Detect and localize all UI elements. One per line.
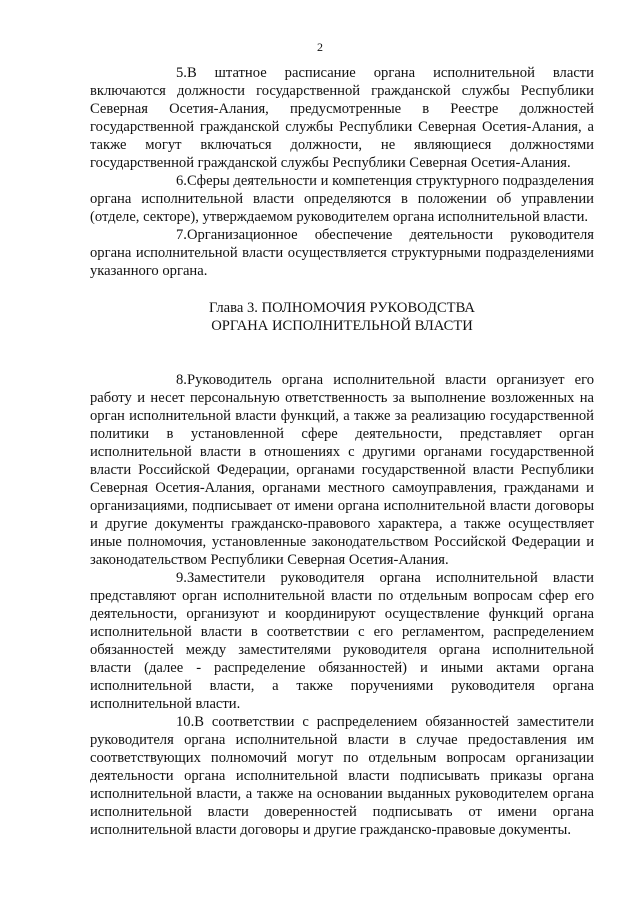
paragraph-text: Заместители руководителя органа исполнительной власти представляют орган исполнительной власти по отдельным вопросам сфер его деятельности, организуют и координируют осуществление функций органа исполнительной власти в соответствии с его регламентом, распределением обязанностей между заместителями руководителя органа исполнительной власти (далее - распределение обязанностей) и иными актами органа исполнительной власти, а также поручениями руководителя органа исполнительной власти. bbox=[90, 570, 594, 712]
chapter-title-line-2: ОРГАНА ИСПОЛНИТЕЛЬНОЙ ВЛАСТИ bbox=[211, 318, 473, 334]
chapter-title-line-1: Глава 3. ПОЛНОМОЧИЯ РУКОВОДСТВА bbox=[209, 300, 475, 316]
paragraph-number: 9. bbox=[176, 570, 187, 586]
paragraph-text: В соответствии с распределением обязанностей заместители руководителя органа исполнительной власти в случае предоставления им соответствующих полномочий могут по отдельным вопросам организации деятельности органа исполнительной власти подписывать приказы органа исполнительной власти, а также на основании выданных руководителем органа исполнительной власти доверенностей подписывать от имени органа исполнительной власти договоры и другие гражданско-правовые документы. bbox=[90, 714, 594, 838]
paragraph-10 bbox=[90, 713, 594, 839]
paragraph-number: 7. bbox=[176, 227, 187, 243]
document-body bbox=[90, 64, 594, 839]
chapter-heading bbox=[90, 299, 594, 335]
paragraph-number: 8. bbox=[176, 372, 187, 388]
paragraph-5 bbox=[90, 64, 594, 172]
paragraph-text: В штатное расписание органа исполнительной власти включаются должности государственной гражданской службы Республики Северная Осетия-Алания, предусмотренные в Реестре должностей государственной гражданской службы Республики Северная Осетия-Алания, а также могут включаться должности, не являющиеся должностями государственной гражданской службы Республики Северная Осетия-Алания. bbox=[90, 65, 594, 171]
paragraph-6 bbox=[90, 172, 594, 226]
paragraph-text: Сферы деятельности и компетенция структурного подразделения органа исполнительной власти определяются в положении об управлении (отделе, секторе), утверждаемом руководителем органа исполнительной власти. bbox=[90, 173, 594, 225]
page-number: 2 bbox=[317, 40, 323, 54]
paragraph-number: 10. bbox=[176, 714, 195, 730]
paragraph-9 bbox=[90, 569, 594, 713]
paragraph-text: Руководитель органа исполнительной власти организует его работу и несет персональную ответственность за выполнение возложенных на орган исполнительной власти функций, а также за реализацию государственной политики в установленной сфере деятельности, представляет орган исполнительной власти в отношениях с другими органами государственной власти Российской Федерации, органами государственной власти Республики Северная Осетия-Алания, органами местного самоуправления, гражданами и организациями, подписывает от имени органа исполнительной власти договоры и другие документы гражданско-правового характера, а также осуществляет иные полномочия, установленные законодательством Российской Федерации и законодательством Республики Северная Осетия-Алания. bbox=[90, 372, 594, 568]
paragraph-8 bbox=[90, 371, 594, 569]
paragraph-number: 6. bbox=[176, 173, 187, 189]
paragraph-number: 5. bbox=[176, 65, 187, 81]
paragraph-text: Организационное обеспечение деятельности руководителя органа исполнительной власти осуществляется структурными подразделениями указанного органа. bbox=[90, 227, 594, 279]
paragraph-7 bbox=[90, 226, 594, 280]
